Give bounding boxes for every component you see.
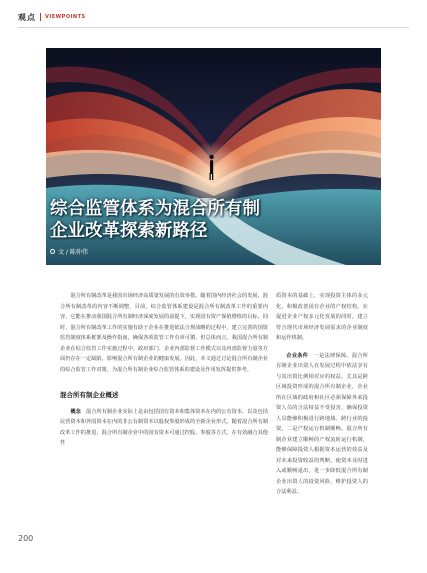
right-column bbox=[276, 291, 368, 498]
article-title-line1: 综合监管体系为混合所有制 bbox=[50, 199, 260, 219]
intro-paragraph: 混合所有制改革是我国市场经济高质量发展的有效举措。随着国内经济社会的发展，混合所有制改革的内容不断调整。目前，综合监管体系建设是混合所有制改革工作的重要内容，它能在推动我国混合所有制经济深度发展的前提下，实现国有资产保值增值的目标。同时，混合所有制改革工作的实施有助于企业在推进依法合规战略的过程中，建立完善的国资监管制度体系框架及操作指南，确保各项监管工作有章可循。但总体而言，我国混合所有制企业在综合监管工作实施过程中，政府部门、企业内部监督工作模式以及内部监督力量等方面仍存在一定缺陷，影响混合所有制企业的健康发展。因此，本文通过讨论混合所有制企业的综合监管工作对策，为混合所有制企业综合监管体系的建设及作用发挥提供参考。 bbox=[60, 293, 268, 373]
continued-paragraph: 质资本的基础上，实现投资主体的多元化，积极改善国有企业的产权结构，在促进企业产权多元化发展的同时，建立符合现代市场经济发展需求的企业制度和运作机制。 bbox=[276, 293, 368, 341]
author-line bbox=[50, 247, 350, 256]
page-number: 200 bbox=[18, 534, 34, 543]
author-name: 文 / 陈仲伟 bbox=[58, 249, 88, 256]
concept-keyword: 概念 bbox=[70, 408, 81, 415]
article-title-line2: 企业改革探索新路径 bbox=[50, 221, 208, 241]
page-header bbox=[18, 10, 86, 24]
conditions-keyword: 企业条件 bbox=[286, 352, 309, 359]
section-divider bbox=[40, 13, 41, 21]
section-title-en: VIEWPOINTS bbox=[45, 14, 86, 20]
concept-paragraph bbox=[60, 407, 268, 449]
concept-text: 混合所有制企业实际上是由包括国有资本和集体资本在内的公有资本，以及包括民营资本和外国资本在内的非公有制资本以股权参股形成的全新企业形式。随着混合所有制改革工作的推进，混合所有制企业中的国有资本可通过控股、参股等方式，在有效融合其他性 bbox=[60, 408, 268, 446]
conditions-text: 一是法律保障。混合所有制企业出资人在发展过程中依法享有与其出资比例相对应的权益。尤其是跨区域投资形成的混合所有制企业，企业所在区域的政府和社区必须保障外来投资人员的合法权益不受侵害，确保投资人员能够积极进行跨地域、跨行业的投资。二是产权运行机制顺畅。混合所有制企业建立顺畅的产权流转运行机制，能够保障投资人根据资本运营的效益及对未来投资收益的判断，使资本及时进入或顺畅退出，进一步降低混合所有制企业出资人的投资风险，维护投资人的合法利益。 bbox=[276, 352, 368, 495]
conditions-paragraph bbox=[276, 351, 368, 498]
author-bullet-icon bbox=[50, 249, 55, 254]
figure-silhouette bbox=[210, 160, 213, 174]
header-rule bbox=[18, 27, 409, 28]
section-title: 观点 bbox=[18, 12, 36, 22]
section-heading: 混合所有制企业概述 bbox=[60, 391, 119, 399]
left-column bbox=[60, 291, 268, 449]
article-title-block bbox=[50, 198, 350, 256]
